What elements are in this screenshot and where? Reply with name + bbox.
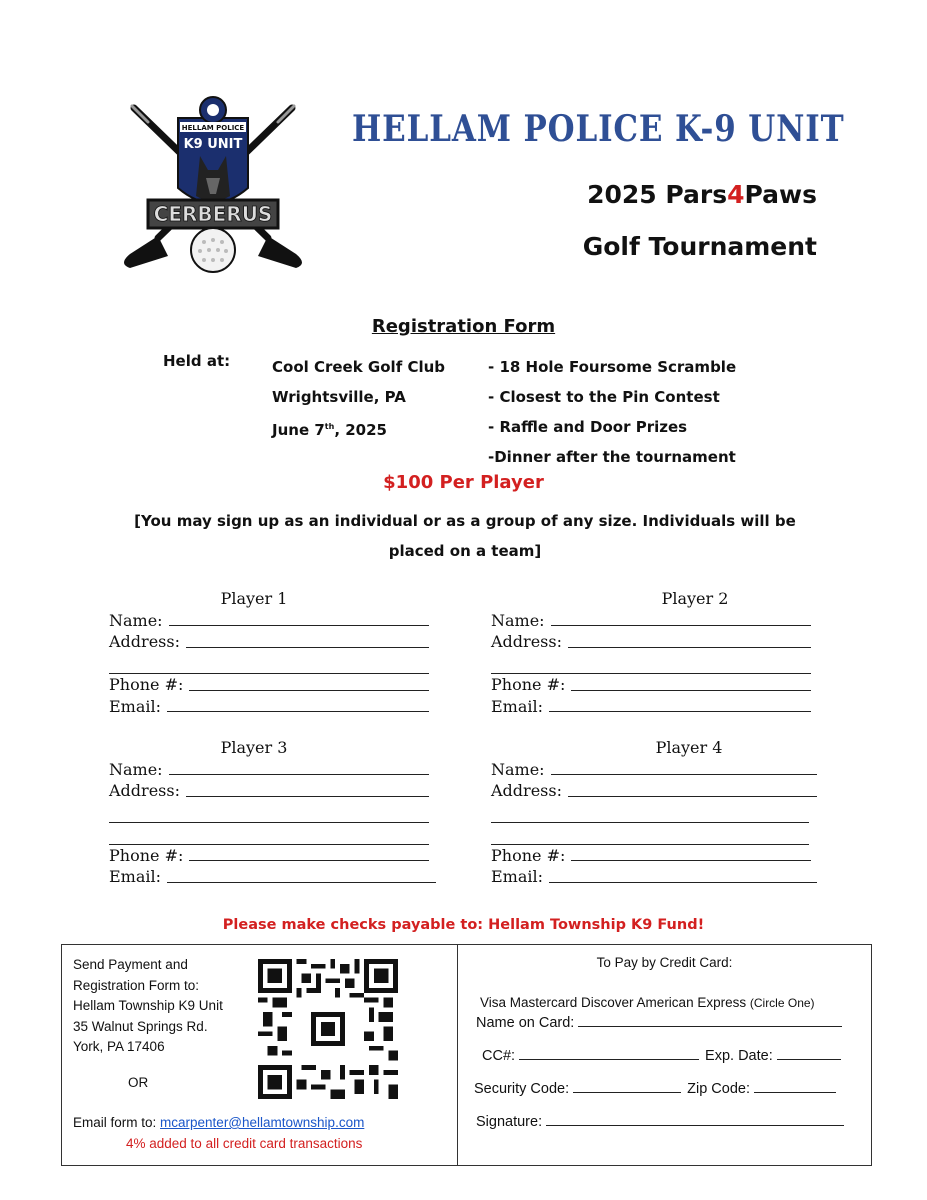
logo-unit-text: K9 UNIT xyxy=(183,137,243,152)
credit-card-surcharge: 4% added to all credit card transactions xyxy=(126,1136,363,1151)
phone-field[interactable] xyxy=(189,674,429,691)
signature-label: Signature: xyxy=(476,1114,543,1130)
address-field[interactable] xyxy=(568,631,811,648)
org-title: HELLAM POLICE K-9 UNIT xyxy=(352,108,845,150)
player-2-block xyxy=(491,588,811,717)
credit-card-box xyxy=(457,944,872,1166)
venue-name: Cool Creek Golf Club xyxy=(272,358,446,376)
k9-unit-logo xyxy=(108,78,318,284)
cc-number-field[interactable] xyxy=(519,1048,699,1060)
address-field-line3[interactable] xyxy=(109,823,429,845)
email-label: Email: xyxy=(491,867,544,886)
card-types[interactable]: Visa Mastercard Discover American Express (Circle One) xyxy=(480,995,815,1010)
email-field[interactable] xyxy=(167,696,429,713)
security-code-field[interactable] xyxy=(573,1081,681,1093)
logo-top-text: HELLAM POLICE xyxy=(181,124,245,132)
name-field[interactable] xyxy=(551,610,811,627)
mail-payment-box xyxy=(61,944,458,1166)
registration-title: Registration Form xyxy=(371,316,556,337)
held-at-label: Held at: xyxy=(163,352,231,370)
address-label: Address: xyxy=(491,781,562,800)
feature-item: -Dinner after the tournament xyxy=(488,448,736,466)
player-title: Player 3 xyxy=(220,738,288,757)
phone-label: Phone #: xyxy=(109,675,184,694)
address-field[interactable] xyxy=(186,631,429,648)
phone-label: Phone #: xyxy=(491,845,566,865)
zip-code-label: Zip Code: xyxy=(687,1081,750,1097)
feature-item: - Raffle and Door Prizes xyxy=(488,418,688,436)
address-field-line2[interactable] xyxy=(491,653,811,675)
player-4-block xyxy=(491,737,817,888)
player-title: Player 2 xyxy=(661,589,729,608)
credit-card-title: To Pay by Credit Card: xyxy=(596,955,733,970)
event-four: 4 xyxy=(727,180,745,209)
email-field[interactable] xyxy=(549,696,811,713)
logo-dog-name: CERBERUS xyxy=(153,202,273,226)
feature-item: - Closest to the Pin Contest xyxy=(488,388,720,406)
address-field-line3[interactable] xyxy=(491,823,809,845)
name-on-card-field[interactable] xyxy=(578,1015,842,1027)
player-title: Player 4 xyxy=(655,738,723,757)
name-label: Name: xyxy=(109,610,163,630)
player-3-block xyxy=(109,737,429,888)
name-label: Name: xyxy=(491,759,545,779)
email-field[interactable] xyxy=(167,866,436,883)
email-link[interactable]: mcarpenter@hellamtownship.com xyxy=(160,1115,365,1130)
name-field[interactable] xyxy=(169,759,429,776)
email-label: Email: xyxy=(109,867,162,886)
feature-list xyxy=(488,352,736,472)
player-1-block xyxy=(109,588,429,717)
event-year: 2025 Pars xyxy=(587,180,728,209)
name-field[interactable] xyxy=(169,610,429,627)
email-form-line: Email form to: mcarpenter@hellamtownship.com xyxy=(73,1115,365,1130)
event-date: June 7th, 2025 xyxy=(272,421,387,439)
name-label: Name: xyxy=(109,759,163,779)
address-field[interactable] xyxy=(568,780,817,797)
name-on-card-label: Name on Card: xyxy=(476,1015,575,1031)
phone-label: Phone #: xyxy=(109,845,184,865)
zip-code-field[interactable] xyxy=(754,1081,836,1093)
qr-code[interactable] xyxy=(258,959,398,1099)
mail-address: Send Payment and Registration Form to: Hellam Township K9 Unit 35 Walnut Springs Rd. York, PA 17406 xyxy=(73,957,223,1054)
name-field[interactable] xyxy=(551,759,817,776)
address-label: Address: xyxy=(109,632,180,651)
player-title: Player 1 xyxy=(220,589,288,608)
phone-field[interactable] xyxy=(571,845,811,862)
event-subtitle: Golf Tournament xyxy=(582,232,817,261)
email-field[interactable] xyxy=(549,866,817,883)
address-field-line2[interactable] xyxy=(109,802,429,824)
phone-label: Phone #: xyxy=(491,675,566,694)
address-field-line2[interactable] xyxy=(491,802,809,824)
exp-date-label: Exp. Date: xyxy=(705,1048,773,1064)
cc-number-label: CC#: xyxy=(482,1048,516,1064)
signature-field[interactable] xyxy=(546,1114,844,1126)
address-label: Address: xyxy=(109,781,180,800)
or-label: OR xyxy=(128,1075,149,1090)
event-paws: Paws xyxy=(744,180,817,209)
security-code-label: Security Code: xyxy=(474,1081,570,1097)
feature-item: - 18 Hole Foursome Scramble xyxy=(488,358,737,376)
exp-date-field[interactable] xyxy=(777,1048,841,1060)
venue-city: Wrightsville, PA xyxy=(272,388,406,406)
address-field-line2[interactable] xyxy=(109,653,429,675)
name-label: Name: xyxy=(491,610,545,630)
venue-info xyxy=(272,352,445,442)
event-title xyxy=(587,180,817,209)
signup-note: [You may sign up as an individual or as a group of any size. Individuals will be placed on a team] xyxy=(134,512,796,560)
email-label: Email: xyxy=(491,696,544,716)
checks-payable-note: Please make checks payable to: Hellam Township K9 Fund! xyxy=(222,917,705,933)
address-label: Address: xyxy=(491,632,562,651)
address-field[interactable] xyxy=(186,780,429,797)
price-per-player: $100 Per Player xyxy=(383,472,544,493)
phone-field[interactable] xyxy=(571,674,811,691)
email-label: Email: xyxy=(109,696,162,716)
phone-field[interactable] xyxy=(189,845,429,862)
